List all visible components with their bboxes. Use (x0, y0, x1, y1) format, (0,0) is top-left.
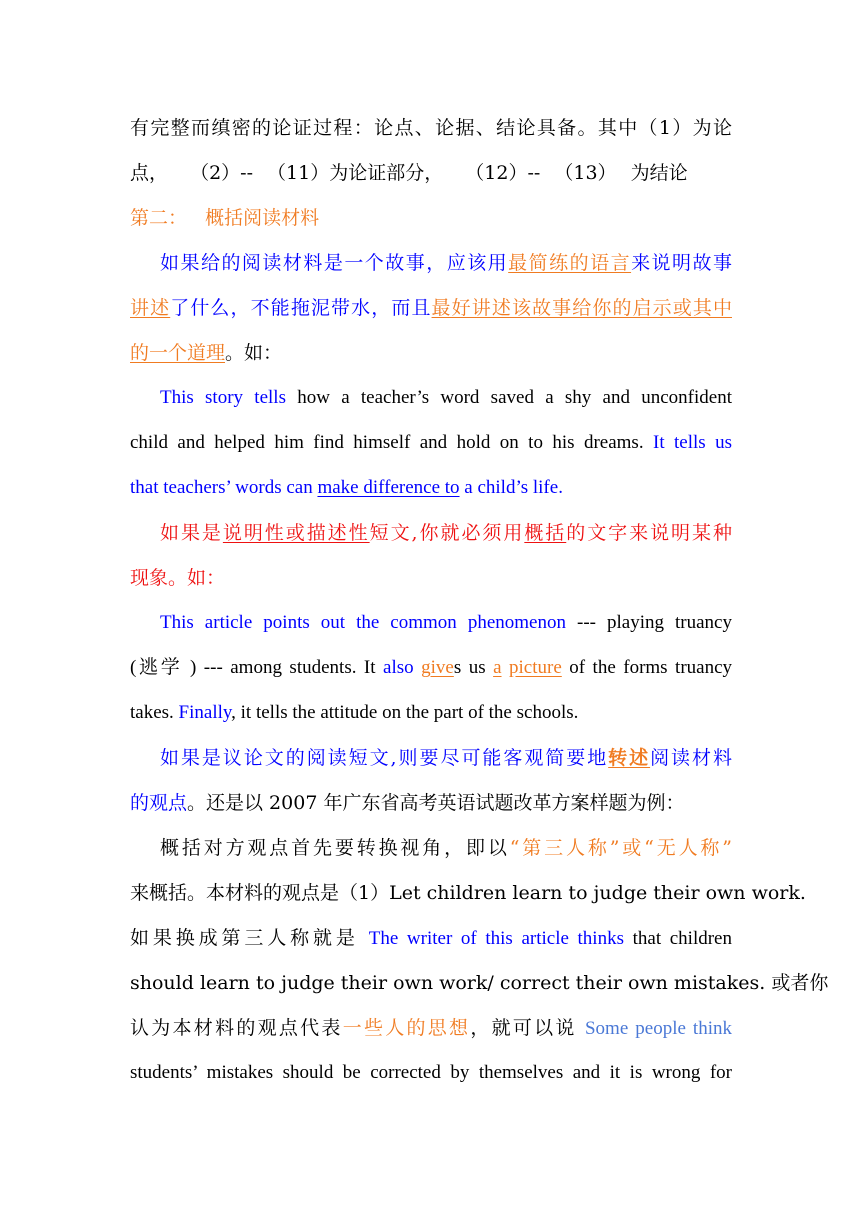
text-run: should learn to judge their own work/ correct their own mistakes. 或者你 (130, 972, 829, 994)
underlined-phrase: 转述 (608, 747, 651, 769)
text-line (130, 653, 732, 683)
text-run: 。如： (225, 342, 283, 364)
underlined-phrase: 讲述 (130, 297, 171, 319)
text-run: 短文,你就必须用 (369, 522, 525, 544)
text-run (502, 657, 509, 678)
heading-title: 概括阅读材料 (205, 207, 320, 229)
text-run: （13） (554, 162, 617, 184)
text-line (130, 428, 732, 458)
text-line (130, 1013, 732, 1043)
text-line (130, 1058, 732, 1088)
section-heading (130, 203, 732, 233)
text-run: 的文字来说明某种 (566, 522, 732, 544)
text-line (130, 113, 732, 143)
text-run: ，就可以说 (470, 1017, 585, 1039)
text-run: 有完整而缜密的论证过程：论点、论据、结论具备。其中（1）为论 (130, 117, 732, 139)
text-line (130, 383, 732, 413)
text-run: （11）为论证部分， (267, 162, 444, 184)
text-line (130, 518, 732, 548)
text-run: “第三人称”或“无人称” (509, 837, 732, 859)
text-run: 为结论 (630, 162, 688, 184)
text-run: This article points out the common phenomenon (160, 612, 566, 633)
text-line (130, 248, 732, 278)
text-run: students’ mistakes should be corrected by themselves and it is wrong for (130, 1062, 732, 1083)
text-line (130, 833, 732, 863)
text-run: 如果是 (160, 522, 223, 544)
text-run: 如果给的阅读材料是一个故事，应该用 (160, 252, 509, 274)
underlined-phrase: picture (509, 657, 562, 678)
text-line (130, 473, 732, 503)
text-line (130, 923, 732, 953)
text-line (130, 563, 732, 593)
text-run: 概括对方观点首先要转换视角，即以 (160, 837, 510, 859)
text-run: Some people think (584, 1018, 732, 1039)
text-run: --- playing truancy (565, 612, 732, 633)
text-run: s us (453, 657, 494, 678)
underlined-phrase: 最简练的语言 (508, 252, 632, 274)
text-line (130, 743, 732, 773)
text-line (130, 608, 732, 638)
text-line (130, 968, 829, 998)
text-run: of the forms truancy (561, 657, 733, 678)
text-run (414, 657, 421, 678)
text-run: 阅读材料 (650, 747, 732, 769)
text-run: 。还是以 2007 年广东省高考英语试题改革方案样题为例： (187, 792, 685, 814)
text-run: 的观点 (130, 792, 188, 814)
underlined-phrase: 说明性或描述性 (222, 522, 370, 544)
text-run: 如果换成第三人称就是 (130, 927, 369, 949)
underlined-phrase: 概括 (524, 522, 567, 544)
text-line (130, 158, 732, 188)
text-run: (逃学 ) --- among students. It (130, 657, 384, 678)
text-run: , it tells the attitude on the part of the schools. (231, 702, 579, 723)
underlined-phrase: a (493, 657, 502, 678)
text-run: It tells us (653, 432, 732, 453)
heading-number: 第二： (130, 207, 188, 229)
text-run: （2）-- (190, 162, 253, 184)
text-line (130, 698, 732, 728)
text-run: that children (623, 928, 732, 949)
text-line (130, 878, 806, 908)
text-run: Finally (178, 702, 232, 723)
text-run: takes. (130, 702, 179, 723)
text-run: also (383, 657, 414, 678)
text-line (130, 293, 732, 323)
text-run: （12）-- (465, 162, 541, 184)
text-run: 一些人的思想 (342, 1017, 471, 1039)
text-run: 来说明故事 (631, 252, 732, 274)
text-run: 现象。如： (130, 567, 226, 589)
underlined-phrase: make difference to (317, 477, 460, 498)
text-run: 来概括。本材料的观点是（1）Let children learn to judge their own work. (130, 882, 806, 904)
text-line (130, 788, 732, 818)
text-run: This story tells (160, 387, 286, 408)
text-run: 了什么，不能拖泥带水，而且 (170, 297, 432, 319)
text-line (130, 338, 732, 368)
underlined-phrase: give (421, 657, 454, 678)
text-run: 点， (130, 162, 169, 184)
underlined-phrase: 最好讲述该故事给你的启示或其中 (431, 297, 732, 319)
text-run: that teachers’ words can (130, 477, 318, 498)
text-run: 认为本材料的观点代表 (130, 1017, 343, 1039)
text-run: 如果是议论文的阅读短文,则要尽可能客观简要地 (160, 747, 609, 769)
text-run: The writer of this article thinks (368, 928, 624, 949)
text-run: a child’s life. (459, 477, 563, 498)
text-run: child and helped him find himself and hold on to his dreams. (130, 432, 653, 453)
text-run: how a teacher’s word saved a shy and unconfident (285, 387, 732, 408)
underlined-phrase: 的一个道理 (130, 342, 226, 364)
